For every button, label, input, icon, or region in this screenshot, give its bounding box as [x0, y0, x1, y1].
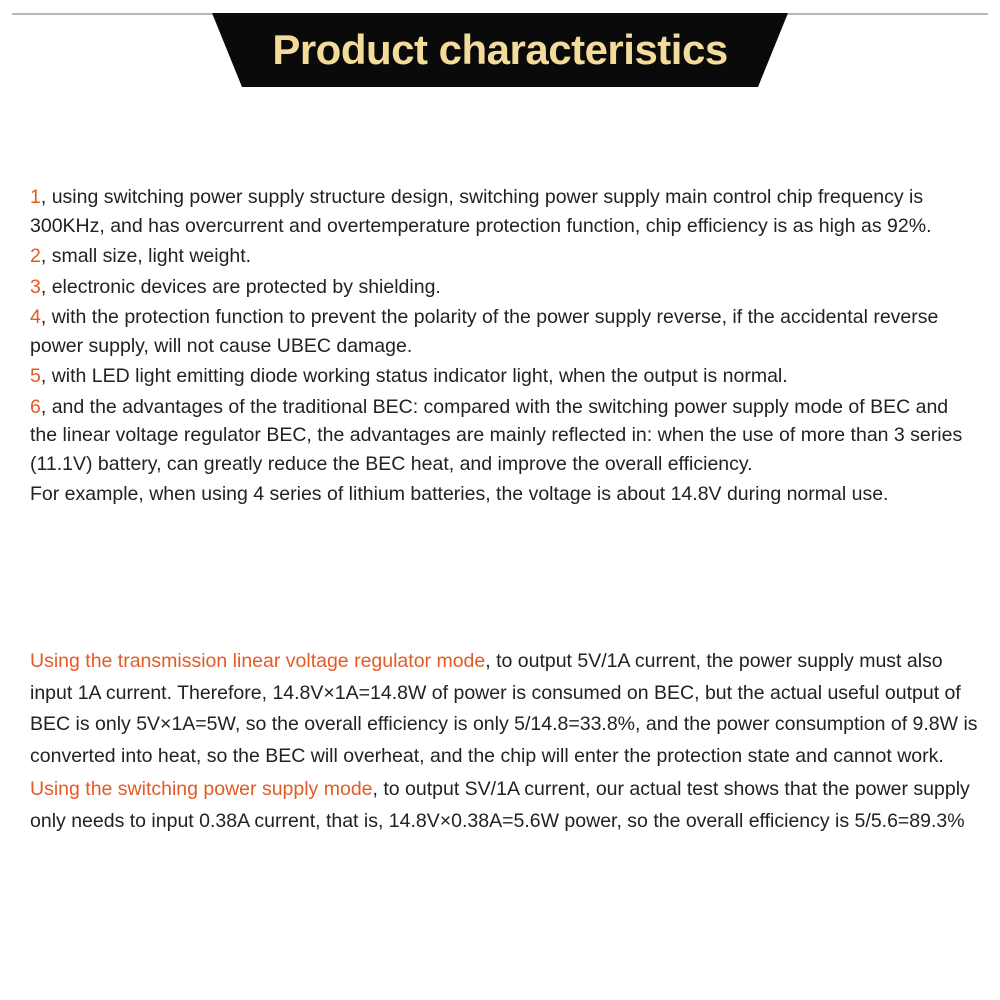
feature-item	[30, 393, 980, 479]
comparison-text: , to output 5V/1A current, the power supply must also input 1A current. Therefore, 14.8V×1A=14.8W of power is consumed on BEC, but the actual useful output of BEC is only 5V×1A=5W, so the overall efficiency is only 5/14.8=33.8%, and the power consumption of 9.8W is converted into heat, so the BEC will overheat, and the chip will enter the protection state and cannot work.	[30, 650, 978, 767]
feature-text: , electronic devices are protected by shielding.	[40, 275, 441, 298]
features-section	[30, 183, 980, 511]
feature-text: , using switching power supply structure design, switching power supply main control chip frequency is 300KHz, and has overcurrent and overtemperature protection function, chip efficiency is as high as 92%.	[30, 186, 932, 237]
feature-item	[30, 242, 980, 271]
comparison-highlight: Using the transmission linear voltage regulator mode	[30, 650, 486, 672]
feature-number: 2	[30, 245, 41, 267]
feature-item	[30, 183, 980, 240]
feature-text: , and the advantages of the traditional BEC: compared with the switching power supply mode of BEC and the linear voltage regulator BEC, the advantages are mainly reflected in: when the use of more than 3 series (11.1V) battery, can greatly reduce the BEC heat, and improve the overall efficiency.	[30, 395, 963, 475]
feature-text: , with LED light emitting diode working status indicator light, when the output is normal.	[40, 365, 788, 387]
feature-number: 6	[30, 395, 41, 418]
comparison-linear-paragraph	[30, 646, 980, 772]
feature-item	[30, 273, 980, 302]
comparison-text: , to output SV/1A current, our actual test shows that the power supply only needs to input 0.38A current, that is, 14.8V×0.38A=5.6W power, so the overall efficiency is 5/5.6=89.3%	[30, 778, 970, 832]
feature-number: 1	[30, 186, 41, 208]
feature-text: , small size, light weight.	[40, 245, 252, 267]
feature-number: 5	[30, 365, 41, 387]
comparison-highlight: Using the switching power supply mode	[30, 778, 373, 800]
feature-item	[30, 362, 980, 391]
comparison-section	[30, 646, 980, 839]
feature-item	[30, 303, 980, 360]
title-banner	[212, 13, 788, 87]
feature-number: 3	[30, 275, 41, 298]
comparison-switching-paragraph	[30, 774, 980, 837]
page-title: Product characteristics	[272, 26, 728, 73]
example-paragraph: For example, when using 4 series of lithium batteries, the voltage is about 14.8V during normal use.	[30, 483, 889, 505]
feature-text: , with the protection function to prevent the polarity of the power supply reverse, if the accidental reverse power supply, will not cause UBEC damage.	[30, 306, 939, 357]
feature-number: 4	[30, 306, 41, 328]
